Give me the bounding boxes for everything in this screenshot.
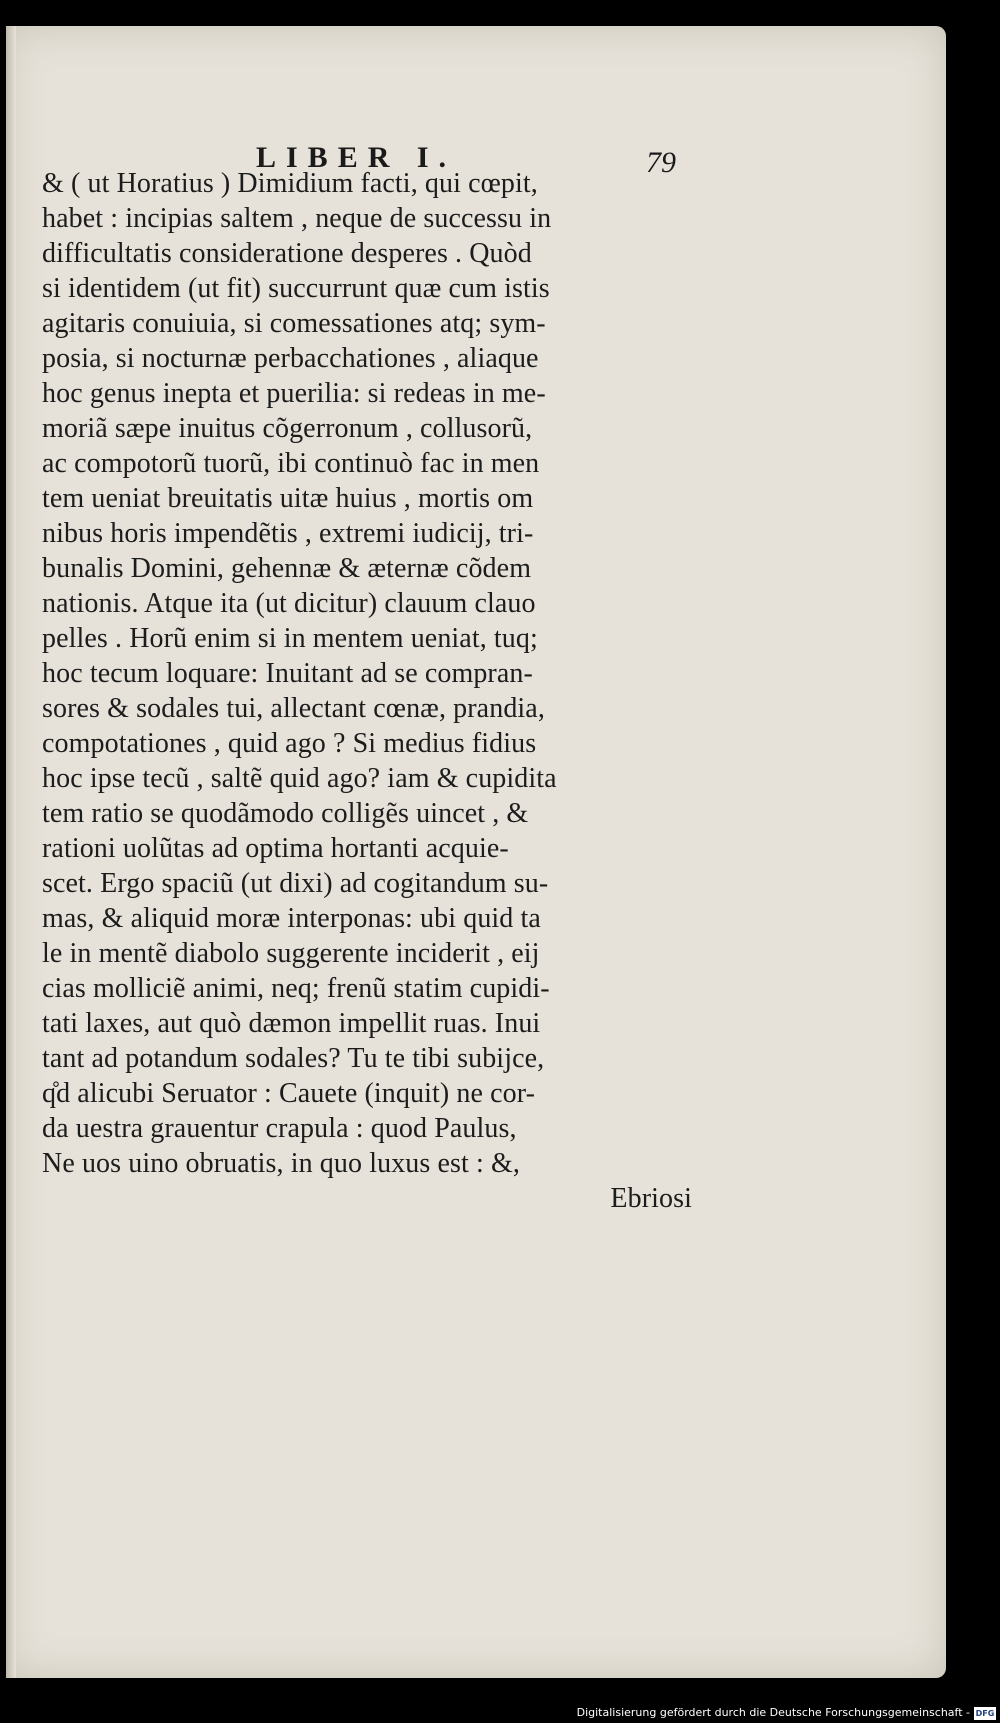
text-line: ac compotorũ tuorũ, ibi continuò fac in men (42, 448, 540, 479)
text-line: tem ueniat breuitatis uitæ huius , mortis om (42, 483, 534, 514)
scan-margin-right (946, 38, 1000, 1678)
text-line: le in mentẽ diabolo suggerente inciderit , eij (42, 938, 540, 969)
text-line: difficultatis consideratione desperes . Quòd (42, 238, 532, 269)
text-line: tant ad potandum sodales? Tu te tibi subijce, (42, 1043, 545, 1074)
text-line: rationi uolũtas ad optima hortanti acquie- (42, 833, 509, 864)
folio-number: 79 (646, 146, 676, 179)
text-line: q̊d alicubi Seruator : Cauete (inquit) ne cor- (42, 1078, 535, 1109)
text-line: nibus horis impendẽtis , extremi iudicij, tri- (42, 518, 534, 549)
text-line: habet : incipias saltem , neque de successu in (42, 203, 552, 234)
text-line: hoc ipse tecũ , saltẽ quid ago? iam & cupidita (42, 763, 557, 794)
text-line: hoc genus inepta et puerilia: si redeas in me- (42, 378, 546, 409)
text-line: Ne uos uino obruatis, in quo luxus est : &, (42, 1148, 520, 1179)
text-line: sores & sodales tui, allectant cœnæ, prandia, (42, 693, 545, 724)
text-line: si identidem (ut fit) succurrunt quæ cum istis (42, 273, 550, 304)
running-head: LIBER I. (256, 141, 457, 174)
text-line: da uestra grauentur crapula : quod Paulus, (42, 1113, 517, 1144)
dfg-logo-icon: DFG (975, 1709, 995, 1718)
text-line: cias molliciẽ animi, neq; frenũ statim cupidi- (42, 973, 550, 1004)
footer-credit: Digitalisierung gefördert durch die Deutsche Forschungsgemeinschaft - (576, 1706, 970, 1719)
text-line: compotationes , quid ago ? Si medius fidius (42, 728, 537, 759)
text-line: & ( ut Horatius ) Dimidium facti, qui cœpit, (42, 168, 538, 199)
text-line: agitaris conuiuia, si comessationes atq; sym- (42, 308, 546, 339)
text-line: tem ratio se quodãmodo colligẽs uincet , & (42, 798, 529, 829)
text-line: tati laxes, aut quò dæmon impellit ruas. Inui (42, 1008, 541, 1039)
catchword: Ebriosi (610, 1183, 692, 1214)
text-line: mas, & aliquid moræ interponas: ubi quid ta (42, 903, 541, 934)
text-line: nationis. Atque ita (ut dicitur) clauum clauo (42, 588, 536, 619)
text-line: scet. Ergo spaciũ (ut dixi) ad cogitandum su- (42, 868, 549, 899)
text-line: moriã sæpe inuitus cõgerronum , collusorũ, (42, 413, 533, 444)
text-line: posia, si nocturnæ perbacchationes , aliaque (42, 343, 539, 374)
text-block (42, 166, 692, 1216)
text-line: bunalis Domini, gehennæ & æternæ cõdem (42, 553, 532, 584)
text-line: hoc tecum loquare: Inuitant ad se compran- (42, 658, 533, 689)
page-gutter-edge (6, 26, 16, 1678)
text-line: pelles . Horũ enim si in mentem ueniat, tuq; (42, 623, 538, 654)
footer-bar (0, 1705, 1000, 1723)
book-page (6, 26, 946, 1678)
